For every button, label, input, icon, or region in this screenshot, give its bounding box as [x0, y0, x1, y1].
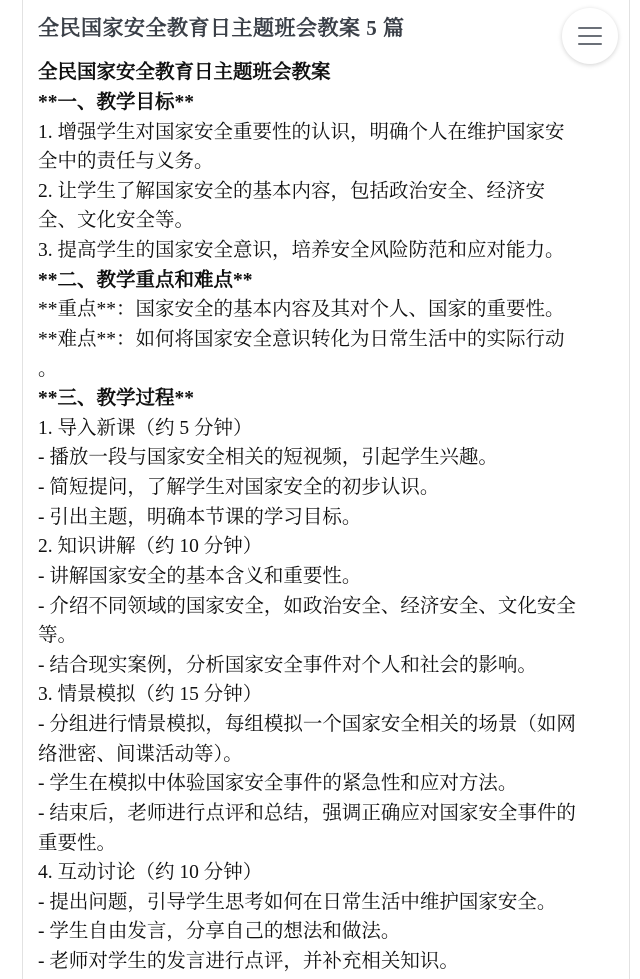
document-line: 4. 互动讨论（约 10 分钟）	[38, 862, 263, 884]
menu-bar-middle	[578, 35, 602, 37]
document-line: - 学生自由发言，分享自己的想法和做法。	[38, 921, 401, 943]
document-line: 3. 提高学生的国家安全意识，培养安全风险防范和应对能力。	[38, 240, 565, 262]
document-line: 等。	[38, 625, 78, 647]
menu-bar-top	[578, 27, 602, 29]
document-line: - 简短提问，了解学生对国家安全的初步认识。	[38, 477, 440, 499]
document-line: - 介绍不同领域的国家安全，如政治安全、经济安全、文化安全	[38, 595, 576, 617]
document-line: 1. 导入新课（约 5 分钟）	[38, 417, 253, 439]
document-line: 2. 让学生了解国家安全的基本内容，包括政治安全、经济安	[38, 180, 546, 202]
document-line: - 老师对学生的发言进行点评，并补充相关知识。	[38, 951, 459, 973]
document-line: 重要性。	[38, 832, 117, 854]
document-line: - 播放一段与国家安全相关的短视频，引起学生兴趣。	[38, 447, 498, 469]
document-line: - 结合现实案例，分析国家安全事件对个人和社会的影响。	[38, 654, 537, 676]
document-line: - 分组进行情景模拟，每组模拟一个国家安全相关的场景（如网	[38, 714, 576, 736]
left-margin-rule	[22, 0, 23, 979]
document-line: - 讲解国家安全的基本含义和重要性。	[38, 565, 362, 587]
menu-bar-bottom	[578, 43, 602, 45]
document-line: - 引出主题，明确本节课的学习目标。	[38, 506, 362, 528]
document-line: - 结束后，老师进行点评和总结，强调正确应对国家安全事件的	[38, 802, 576, 824]
document-line: 全、文化安全等。	[38, 210, 195, 232]
document-line: **重点**：国家安全的基本内容及其对个人、国家的重要性。	[38, 299, 565, 321]
document-line: 2. 知识讲解（约 10 分钟）	[38, 536, 263, 558]
document-header	[0, 0, 640, 52]
document-line: 络泄密、间谍活动等）。	[38, 743, 243, 765]
document-line: **三、教学过程**	[38, 388, 195, 410]
hamburger-menu-icon	[578, 24, 602, 48]
document-line: 1. 增强学生对国家安全重要性的认识，明确个人在维护国家安	[38, 121, 565, 143]
document-body	[0, 52, 640, 976]
hamburger-menu-button[interactable]	[562, 8, 618, 64]
document-line: 。	[38, 358, 58, 380]
document-line: 3. 情景模拟（约 15 分钟）	[38, 684, 263, 706]
document-line: - 学生在模拟中体验国家安全事件的紧急性和应对方法。	[38, 773, 518, 795]
page-title: 全民国家安全教育日主题班会教案 5 篇	[38, 16, 405, 40]
document-line: 全民国家安全教育日主题班会教案	[38, 62, 331, 84]
right-margin-rule	[629, 0, 630, 979]
document-line: **难点**：如何将国家安全意识转化为日常生活中的实际行动	[38, 328, 565, 350]
document-line: **二、教学重点和难点**	[38, 269, 253, 291]
document-line: **一、教学目标**	[38, 91, 195, 113]
document-line: 全中的责任与义务。	[38, 151, 214, 173]
document-line: - 提出问题，引导学生思考如何在日常生活中维护国家安全。	[38, 891, 557, 913]
